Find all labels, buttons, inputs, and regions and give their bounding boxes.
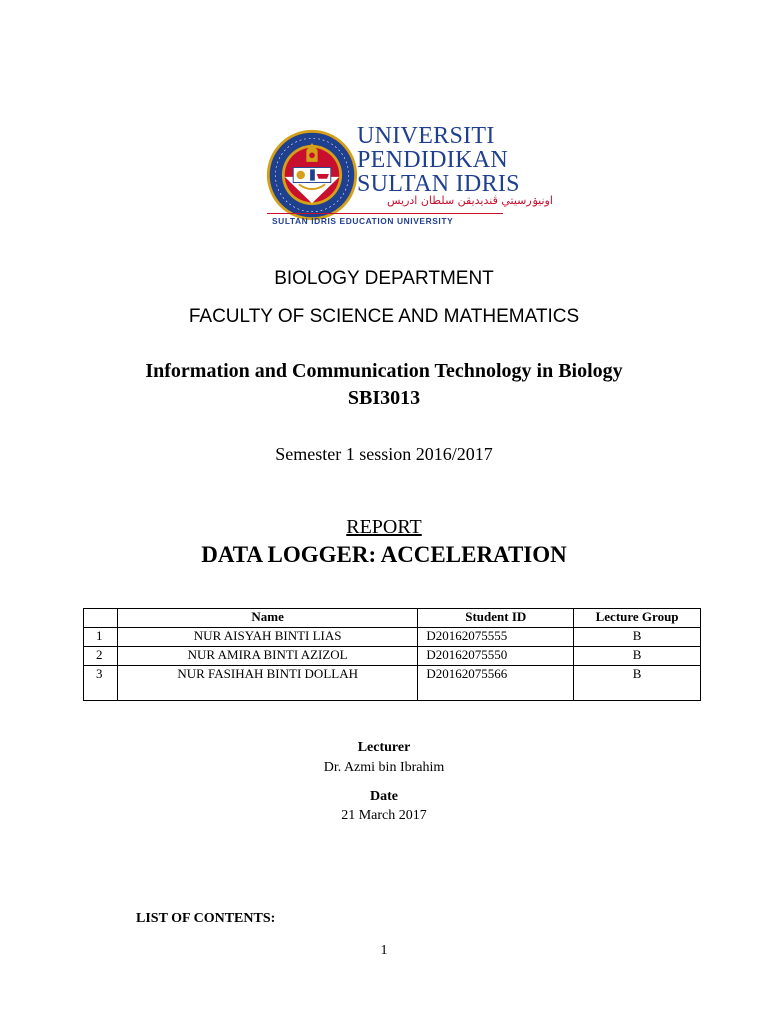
student-name: NUR AMIRA BINTI AZIZOL bbox=[117, 647, 417, 666]
logo-divider bbox=[267, 213, 503, 214]
table-row bbox=[84, 666, 701, 701]
column-header-student-id: Student ID bbox=[418, 609, 574, 628]
wordmark-line-2: PENDIDIKAN bbox=[357, 147, 508, 173]
row-number: 2 bbox=[84, 647, 118, 666]
wordmark-jawi: اونيۏرسيتي ڤنديديقن سلطان ادريس bbox=[387, 194, 553, 207]
wordmark-line-3: SULTAN IDRIS bbox=[357, 171, 520, 197]
row-number: 3 bbox=[84, 666, 118, 701]
page-number: 1 bbox=[380, 943, 388, 958]
lecture-group: B bbox=[574, 628, 701, 647]
student-name: NUR FASIHAH BINTI DOLLAH bbox=[117, 666, 417, 701]
logo-subtitle: SULTAN IDRIS EDUCATION UNIVERSITY bbox=[272, 216, 454, 226]
row-number: 1 bbox=[84, 628, 118, 647]
student-id: D20162075566 bbox=[418, 666, 574, 701]
table-header-row bbox=[84, 609, 701, 628]
lecturer-label: Lecturer bbox=[357, 740, 411, 755]
university-logo bbox=[262, 122, 553, 234]
lecture-group: B bbox=[574, 647, 701, 666]
table-row bbox=[84, 647, 701, 666]
faculty-heading: FACULTY OF SCIENCE AND MATHEMATICS bbox=[188, 306, 580, 327]
table-row bbox=[84, 628, 701, 647]
column-header-lecture-group: Lecture Group bbox=[574, 609, 701, 628]
course-title: Information and Communication Technology in Biology bbox=[145, 360, 623, 382]
date-label: Date bbox=[370, 789, 398, 804]
date-value: 21 March 2017 bbox=[341, 808, 427, 823]
column-header-number bbox=[84, 609, 118, 628]
report-label: REPORT bbox=[346, 516, 422, 538]
column-header-name: Name bbox=[117, 609, 417, 628]
lecture-group: B bbox=[574, 666, 701, 701]
student-id: D20162075555 bbox=[418, 628, 574, 647]
course-code: SBI3013 bbox=[347, 387, 421, 409]
report-title: DATA LOGGER: ACCELERATION bbox=[201, 542, 567, 567]
members-table bbox=[83, 608, 701, 701]
wordmark-line-1: UNIVERSITI bbox=[357, 123, 495, 149]
student-id: D20162075550 bbox=[418, 647, 574, 666]
university-seal-icon bbox=[265, 128, 359, 222]
lecturer-name: Dr. Azmi bin Ibrahim bbox=[323, 760, 445, 775]
semester-line: Semester 1 session 2016/2017 bbox=[275, 444, 493, 464]
department-heading: BIOLOGY DEPARTMENT bbox=[274, 268, 494, 289]
contents-heading: LIST OF CONTENTS: bbox=[136, 911, 276, 926]
student-name: NUR AISYAH BINTI LIAS bbox=[117, 628, 417, 647]
